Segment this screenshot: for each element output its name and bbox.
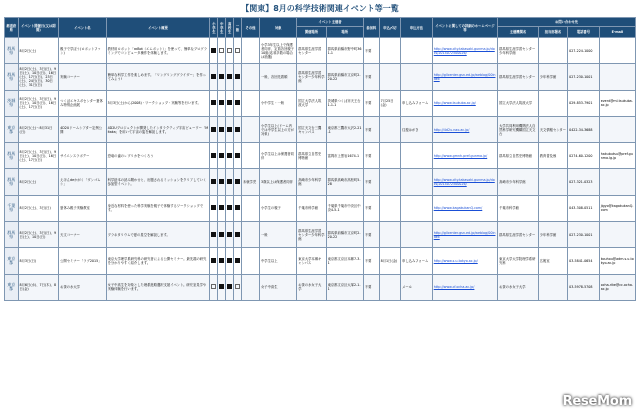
cell-deadline xyxy=(379,143,400,169)
cell-fee: 不要 xyxy=(363,248,379,274)
cell-email[interactable]: event@ml.tsukuba.ac.jp xyxy=(599,90,635,116)
cell-deadline xyxy=(379,116,400,142)
cell-dept: 広報室 xyxy=(538,248,567,274)
cell-prefecture: 千葉県 xyxy=(5,195,19,221)
cell-target-check xyxy=(234,64,242,90)
cell-date: 8月2日(土)、3日(日)、9日(土)、10日(日)、16日(土)、17日(日) xyxy=(18,90,59,116)
checked-box-icon xyxy=(227,100,232,105)
cell-venue: 高崎市少年科学館 xyxy=(297,169,326,195)
cell-other xyxy=(241,248,259,274)
cell-date: 8月2日(土)、3日(日)、9日(土)、10日(日)、16日(土)、17日(日)、23日(土)、24日(日)、30日(土)、31日(日) xyxy=(18,64,59,90)
cell-tel: 027-224-1000 xyxy=(568,38,600,64)
checked-box-icon xyxy=(235,205,240,210)
header-group-contact: お問い合わせ先 xyxy=(498,18,636,27)
cell-target-check xyxy=(210,116,218,142)
cell-target-check xyxy=(234,248,242,274)
cell-target-check xyxy=(234,116,242,142)
cell-venue: 群馬県生涯学習センター xyxy=(297,38,326,64)
checked-box-icon xyxy=(227,74,232,79)
cell-date: 8月2日(土) xyxy=(18,169,59,195)
cell-deadline: 7月25日(金) xyxy=(379,90,400,116)
cell-method xyxy=(401,143,433,169)
col-email: E-mail xyxy=(599,27,635,38)
cell-place: 東京都文京区本郷7-3-1 xyxy=(326,248,363,274)
cell-event-name: つくばエキスポセンター夏休み特別企画展 xyxy=(59,90,106,116)
cell-tel: 03-5978-5708 xyxy=(568,274,600,300)
cell-target-check xyxy=(234,38,242,64)
cell-method xyxy=(401,38,433,64)
cell-prefecture: 群馬県 xyxy=(5,143,19,169)
cell-place: 富岡市上黒岩1674-1 xyxy=(326,143,363,169)
cell-summary: 女子中高生を対象とした理系進路選択支援イベント。研究室見学や実験体験を行います。 xyxy=(106,274,210,300)
cell-url[interactable]: http://www.tsukuba.ac.jp/ xyxy=(432,90,497,116)
unchecked-box-icon xyxy=(219,48,224,53)
cell-place: 茨城県つくば市天王台1-1-1 xyxy=(326,90,363,116)
checked-box-icon xyxy=(211,74,216,79)
cell-date: 8月2日(土)、3日(日)、9日(土)、10日(日)、16日(土)、17日(日) xyxy=(18,143,59,169)
cell-event-name: 親子で学ぼう(ロボットファン) xyxy=(59,38,106,64)
col-high-school: 高校生 xyxy=(226,18,234,38)
checked-box-icon xyxy=(211,153,216,158)
cell-target: 小中学生・一般 xyxy=(260,90,297,116)
cell-other xyxy=(241,116,259,142)
cell-dept xyxy=(538,90,567,116)
cell-target-check xyxy=(226,143,234,169)
cell-dept: 少年科学館 xyxy=(538,64,567,90)
cell-target-check xyxy=(218,38,226,64)
cell-venue: 国立大学法人筑波大学 xyxy=(297,90,326,116)
cell-other xyxy=(241,222,259,248)
cell-prefecture: 群馬県 xyxy=(5,222,19,248)
cell-email[interactable] xyxy=(599,116,635,142)
cell-target-check xyxy=(218,195,226,221)
cell-other xyxy=(241,90,259,116)
cell-target-check xyxy=(226,38,234,64)
cell-summary: 4D2Uプロジェクトが開発したインタラクティブ宇宙ビューワー「Mitaka」を用いて宇宙の姿を解説します。 xyxy=(106,116,210,142)
cell-method xyxy=(401,195,433,221)
cell-dept xyxy=(538,195,567,221)
cell-fee: 不要 xyxy=(363,143,379,169)
cell-target-check xyxy=(226,64,234,90)
table-row xyxy=(5,222,636,248)
table-row xyxy=(5,169,636,195)
cell-deadline xyxy=(379,222,400,248)
cell-target-check xyxy=(210,195,218,221)
cell-url[interactable]: http://www.s.u-tokyo.ac.jp/ xyxy=(432,248,497,274)
checked-box-icon xyxy=(211,179,216,184)
cell-method: メール xyxy=(401,274,433,300)
cell-place: 東京都三鷹市大沢2-21-1 xyxy=(326,116,363,142)
cell-prefecture: 群馬県 xyxy=(5,38,19,64)
cell-summary: 5月3日(土)から(2008)・ワークショップ・実験等を行います。 xyxy=(106,90,210,116)
table-row xyxy=(5,248,636,274)
cell-target-check xyxy=(218,64,226,90)
cell-method xyxy=(401,169,433,195)
cell-email[interactable] xyxy=(599,222,635,248)
cell-target: 一般 xyxy=(260,222,297,248)
cell-email[interactable]: hakubutsu@pref.gunma.lg.jp xyxy=(599,143,635,169)
cell-target-check xyxy=(210,90,218,116)
checked-box-icon xyxy=(219,100,224,105)
cell-summary: 簡単な科学工作を楽しめます。「リングリンググライダー」を作ってみよう! xyxy=(106,64,210,90)
cell-organizer: 大学共同利用機関法人自然科学研究機構国立天文台 xyxy=(498,116,539,142)
cell-other xyxy=(241,64,259,90)
cell-url[interactable]: http://gllcenter.gsn.ed.jp/weblog/00index xyxy=(432,64,497,90)
unchecked-box-icon xyxy=(235,284,240,289)
cell-organizer: 国立大学法人筑波大学 xyxy=(498,90,539,116)
cell-organizer: 群馬県生涯学習センター xyxy=(498,64,539,90)
cell-url[interactable]: http://www.cf.ocha.ac.jp/ xyxy=(432,274,497,300)
cell-target-check xyxy=(218,143,226,169)
cell-organizer: 東京大学大学院理学系研究科 xyxy=(498,248,539,274)
cell-deadline xyxy=(379,274,400,300)
checked-box-icon xyxy=(235,100,240,105)
col-prefecture: 都道府県 xyxy=(5,18,19,38)
cell-url[interactable]: http://4d2u.nao.ac.jp/ xyxy=(432,116,497,142)
cell-method: 往復はがき xyxy=(401,116,433,142)
cell-event-name: お茶の水大学 xyxy=(59,274,106,300)
checked-box-icon xyxy=(227,284,232,289)
cell-email[interactable] xyxy=(599,169,635,195)
checked-box-icon xyxy=(227,127,232,132)
cell-place: 群馬県前橋市文京町2-20-22 xyxy=(326,64,363,90)
checked-box-icon xyxy=(211,232,216,237)
cell-target-check xyxy=(226,222,234,248)
cell-target-check xyxy=(210,143,218,169)
col-tel: 電話番号 xyxy=(568,27,600,38)
cell-target-check xyxy=(234,274,242,300)
table-row xyxy=(5,116,636,142)
cell-email[interactable]: kouhou@adm.s.u-tokyo.ac.jp xyxy=(599,248,635,274)
cell-date: 8月3日(日) xyxy=(18,248,59,274)
checked-box-icon xyxy=(211,205,216,210)
cell-target-check xyxy=(226,90,234,116)
cell-place: 千葉県千葉市中央区中央4-5-1 xyxy=(326,195,363,221)
cell-event-name: えほんdeかがく「ダンゴムシ」 xyxy=(59,169,106,195)
cell-tel: 03-5841-0654 xyxy=(568,248,600,274)
cell-method: 申し込みフォーム xyxy=(401,248,433,274)
cell-url[interactable]: http://gllcenter.gsn.ed.jp/weblog/00index xyxy=(432,222,497,248)
event-table xyxy=(4,17,636,301)
unchecked-box-icon xyxy=(211,284,216,289)
checked-box-icon xyxy=(219,127,224,132)
cell-target-check xyxy=(218,90,226,116)
cell-target-check xyxy=(210,248,218,274)
cell-target-check xyxy=(218,116,226,142)
cell-target: 中学生以上 xyxy=(260,248,297,274)
cell-target-check xyxy=(218,274,226,300)
checked-box-icon xyxy=(235,258,240,263)
cell-dept xyxy=(538,38,567,64)
cell-venue: 群馬県生涯学習センター少年科学館 xyxy=(297,222,326,248)
checked-box-icon xyxy=(227,153,232,158)
cell-event-name: サイエンスラボデー xyxy=(59,143,106,169)
checked-box-icon xyxy=(219,284,224,289)
cell-target-check xyxy=(210,274,218,300)
checked-box-icon xyxy=(211,258,216,263)
cell-venue: お茶の水女子大学 xyxy=(297,274,326,300)
cell-dept: 教育普及係 xyxy=(538,143,567,169)
cell-deadline: 8月1日(金) xyxy=(379,248,400,274)
col-place: 場所 xyxy=(326,27,363,38)
cell-target-check xyxy=(234,90,242,116)
cell-fee: 不要 xyxy=(363,90,379,116)
cell-date: 8月2日(土)～8月31日(日) xyxy=(18,116,59,142)
col-elementary: 小学生 xyxy=(210,18,218,38)
cell-venue: 群馬県生涯学習センター少年科学館 xyxy=(297,64,326,90)
page-title: 【関東】8月の科学技術関連イベント等一覧 xyxy=(241,4,399,13)
cell-target-check xyxy=(218,169,226,195)
cell-other: 未就学児 xyxy=(241,169,259,195)
cell-fee: 不要 xyxy=(363,274,379,300)
cell-method xyxy=(401,64,433,90)
cell-url[interactable]: http://www.gmnh.pref.gunma.jp/ xyxy=(432,143,497,169)
cell-fee: 不要 xyxy=(363,195,379,221)
checked-box-icon xyxy=(227,258,232,263)
checked-box-icon xyxy=(219,258,224,263)
cell-tel: 0422-34-3688 xyxy=(568,116,600,142)
cell-dept xyxy=(538,169,567,195)
cell-event-name: 4D2Uドームシアター定例公開 xyxy=(59,116,106,142)
cell-tel: 043-308-0511 xyxy=(568,195,600,221)
unchecked-box-icon xyxy=(227,48,232,53)
cell-dept: 天文情報センター xyxy=(538,116,567,142)
cell-fee: 不要 xyxy=(363,38,379,64)
cell-prefecture: 東京都 xyxy=(5,116,19,142)
checked-box-icon xyxy=(227,179,232,184)
cell-prefecture: 茨城県 xyxy=(5,90,19,116)
cell-summary: 身近な材料を使った科学実験を親子で体験するワークショップです。 xyxy=(106,195,210,221)
cell-date: 8月2日(土)、3日(日)、9日(土)、10日(日) xyxy=(18,222,59,248)
cell-summary: 教材用ロボット「ｍBot（エムボット）」を使って、簡単なプログラミングでコンピュータ操作を体験します。 xyxy=(106,38,210,64)
checked-box-icon xyxy=(235,179,240,184)
cell-organizer: 千葉市科学館 xyxy=(498,195,539,221)
checked-box-icon xyxy=(235,74,240,79)
cell-target: 一般、各回先着順 xyxy=(260,64,297,90)
cell-other xyxy=(241,38,259,64)
unchecked-box-icon xyxy=(235,48,240,53)
cell-target: 小学生以上は保護者同伴 xyxy=(260,143,297,169)
cell-prefecture: 東京都 xyxy=(5,274,19,300)
table-row xyxy=(5,90,636,116)
cell-dept: 少年科学館 xyxy=(538,222,567,248)
cell-tel: 0274-60-1200 xyxy=(568,143,600,169)
cell-fee: 不要 xyxy=(363,116,379,142)
checked-box-icon xyxy=(235,153,240,158)
cell-prefecture: 東京都 xyxy=(5,248,19,274)
col-name: イベント名 xyxy=(59,18,106,38)
cell-venue: 国立天文台三鷹キャンパス xyxy=(297,116,326,142)
cell-url[interactable]: http://www.city.takasaki.gunma.jp/docs/2014072500026/ xyxy=(432,38,497,64)
cell-target-check xyxy=(210,64,218,90)
checked-box-icon xyxy=(227,205,232,210)
checked-box-icon xyxy=(219,179,224,184)
cell-target-check xyxy=(226,274,234,300)
col-junior-high: 中学生 xyxy=(218,18,226,38)
cell-other xyxy=(241,195,259,221)
table-row xyxy=(5,38,636,64)
checked-box-icon xyxy=(219,205,224,210)
cell-deadline xyxy=(379,169,400,195)
checked-box-icon xyxy=(227,232,232,237)
cell-event-name: 実験コーナー xyxy=(59,64,106,90)
cell-date: 8月2日(土) xyxy=(18,38,59,64)
cell-target-check xyxy=(234,143,242,169)
cell-method xyxy=(401,222,433,248)
cell-place: 群馬県前橋市文京町2-20-22 xyxy=(326,222,363,248)
cell-other xyxy=(241,274,259,300)
cell-place: 群馬県前橋市野中町361-1 xyxy=(326,38,363,64)
cell-target: 小学3年生以上で保護者同伴、定員各回親子10組(応募多数の場合は抽選) xyxy=(260,38,297,64)
checked-box-icon xyxy=(219,232,224,237)
cell-event-name: 公開セミナー「ラブ2015」 xyxy=(59,248,106,274)
table-row xyxy=(5,274,636,300)
col-method: 申込方法 xyxy=(401,18,433,38)
cell-target: 小学生以上(ドーム内では中学生以上の方が対象) xyxy=(260,116,297,142)
checked-box-icon xyxy=(235,232,240,237)
header-group-organizer: イベント主催者 xyxy=(297,18,364,27)
cell-organizer: 群馬県生涯学習センター少年科学館 xyxy=(498,38,539,64)
cell-dept xyxy=(538,274,567,300)
resemom-watermark-logo: ReseMom xyxy=(562,394,632,409)
table-row xyxy=(5,195,636,221)
col-other: その他 xyxy=(241,18,259,38)
checked-box-icon xyxy=(219,74,224,79)
cell-url[interactable]: http://www.kagakukanQ.com/ xyxy=(432,195,497,221)
cell-target-check xyxy=(210,169,218,195)
cell-target: 女子中高生 xyxy=(260,274,297,300)
cell-target: 3歳以上は保護者同伴 xyxy=(260,169,297,195)
cell-target-check xyxy=(210,222,218,248)
cell-organizer: 高崎市少年科学館 xyxy=(498,169,539,195)
table-row xyxy=(5,64,636,90)
cell-url[interactable]: http://www.city.takasaki.gunma.jp/docs/2014072500026/ xyxy=(432,169,497,195)
cell-fee: 不要 xyxy=(363,64,379,90)
cell-target-check xyxy=(226,169,234,195)
cell-deadline xyxy=(379,38,400,64)
cell-email[interactable] xyxy=(599,38,635,64)
cell-summary: プラネタリウムで夏の星空を解説します。 xyxy=(106,222,210,248)
cell-fee: 不要 xyxy=(363,222,379,248)
cell-deadline xyxy=(379,64,400,90)
checked-box-icon xyxy=(211,127,216,132)
cell-summary: 東京大学理学系研究科の研究者による公開セミナー。最先端の研究を分かりやすく紹介します。 xyxy=(106,248,210,274)
col-venue: 開催場所 xyxy=(297,27,326,38)
col-date: イベント開催日(又は期間) xyxy=(18,18,59,38)
cell-summary: 恐竜の歯のレプリカをつくろう xyxy=(106,143,210,169)
col-fee: 参加料 xyxy=(363,18,379,38)
cell-tel: 027-230-1001 xyxy=(568,222,600,248)
cell-venue: 千葉市科学館 xyxy=(297,195,326,221)
cell-tel: 027-230-1001 xyxy=(568,64,600,90)
cell-place: 群馬県高崎市高松町5-28 xyxy=(326,169,363,195)
cell-other xyxy=(241,143,259,169)
col-url: イベントに関しての詳細のホームページ等 xyxy=(432,18,497,38)
col-organizer: 主催機関名 xyxy=(498,27,539,38)
cell-email[interactable]: jigyo@kagakukanQ.com xyxy=(599,195,635,221)
cell-venue: 東京大学本郷キャンパス xyxy=(297,248,326,274)
col-deadline: 申込〆切 xyxy=(379,18,400,38)
cell-date: 8月6日(水)、7日(木)、8日(金) xyxy=(18,274,59,300)
col-general: 一般 xyxy=(234,18,242,38)
cell-method: 申し込みフォーム xyxy=(401,90,433,116)
checked-box-icon xyxy=(219,153,224,158)
cell-tel: 027-321-0323 xyxy=(568,169,600,195)
checked-box-icon xyxy=(235,127,240,132)
cell-target-check xyxy=(218,248,226,274)
cell-tel: 029-853-7901 xyxy=(568,90,600,116)
cell-summary: 科学絵本の読み聞かせと、出題されるミッションをクリアしていく参加型イベント。 xyxy=(106,169,210,195)
cell-target-check xyxy=(234,222,242,248)
cell-fee: 不要 xyxy=(363,169,379,195)
cell-organizer: 群馬県立自然史博物館 xyxy=(498,143,539,169)
col-dept: 担当部署名 xyxy=(538,27,567,38)
cell-organizer: 群馬県生涯学習センター xyxy=(498,222,539,248)
table-row xyxy=(5,143,636,169)
cell-target-check xyxy=(226,116,234,142)
cell-target-check xyxy=(234,169,242,195)
col-summary: イベント概要 xyxy=(106,18,210,38)
cell-target-check xyxy=(226,248,234,274)
cell-date: 8月2日(土)、3日(日) xyxy=(18,195,59,221)
cell-target: 小学生の親子 xyxy=(260,195,297,221)
cell-place: 東京都文京区大塚2-1-1 xyxy=(326,274,363,300)
cell-target-check xyxy=(226,195,234,221)
cell-target-check xyxy=(234,195,242,221)
cell-email[interactable] xyxy=(599,64,635,90)
cell-event-name: 夏休み親子実験教室 xyxy=(59,195,106,221)
cell-email[interactable]: ocha-rike@cc.ocha.ac.jp xyxy=(599,274,635,300)
cell-target-check xyxy=(210,38,218,64)
cell-organizer: お茶の水女子大学 xyxy=(498,274,539,300)
cell-event-name: 天文コーナー xyxy=(59,222,106,248)
checked-box-icon xyxy=(211,48,216,53)
cell-prefecture: 群馬県 xyxy=(5,169,19,195)
cell-venue: 群馬県立自然史博物館 xyxy=(297,143,326,169)
col-target: 対象 xyxy=(260,18,297,38)
cell-prefecture: 群馬県 xyxy=(5,64,19,90)
cell-deadline xyxy=(379,195,400,221)
checked-box-icon xyxy=(211,100,216,105)
cell-target-check xyxy=(218,222,226,248)
